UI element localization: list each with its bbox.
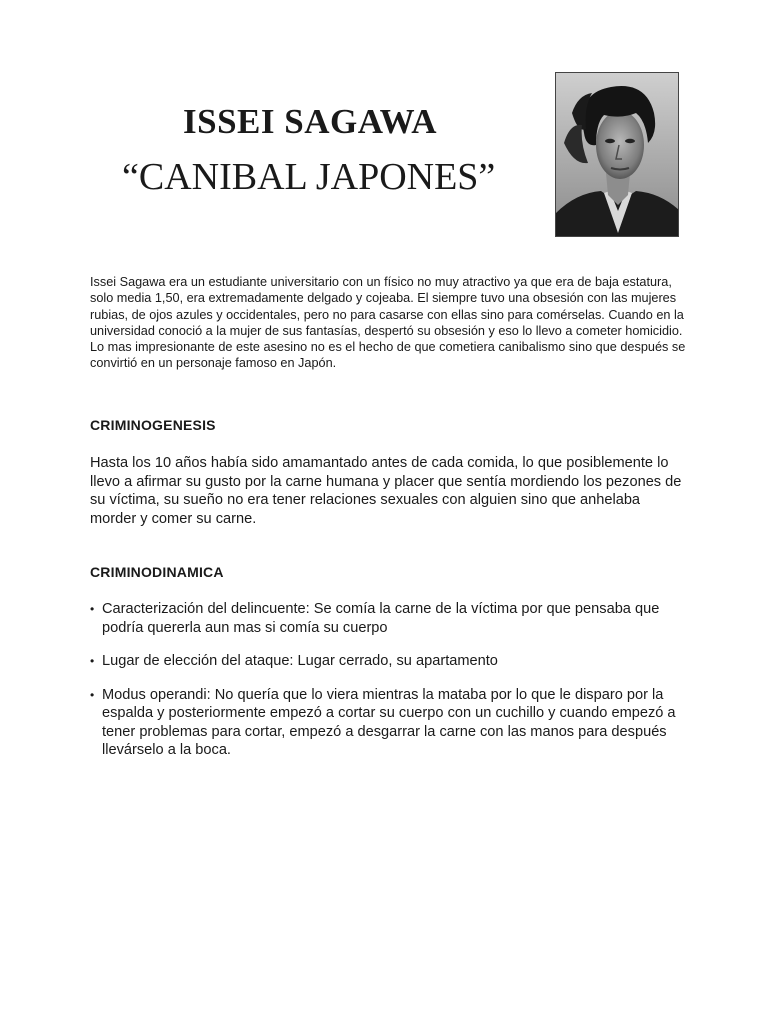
intro-paragraph: Issei Sagawa era un estudiante universitario con un físico no muy atractivo ya que era de baja estatura, solo media 1,50, era extremadamente delgado y cojeaba. El siempre tuvo una obsesión con las mujeres rubias, de ojos azules y occidentales, pero no para casarse con ellas sino para comérselas. Cuando en la universidad conoció a la mujer de sus fantasías, despertó su obsesión y eso lo llevo a cometer homicidio. Lo mas impresionante de este asesino no es el hecho de que cometiera canibalismo sino que después se convirtió en un personaje famoso en Japón. [90, 275, 686, 371]
title-block [90, 100, 530, 198]
list-item [90, 600, 690, 637]
bullet-icon: • [90, 654, 95, 668]
portrait-photo-icon [556, 73, 679, 237]
criminogenesis-paragraph: Hasta los 10 años había sido amamantado antes de cada comida, lo que posiblemente lo llevo a afirmar su gusto por la carne humana y placer que sentía mordiendo los pezones de su víctima, su sueño no era tener relaciones sexuales con alguien sino que anhelaba morder y comer su carne. [90, 455, 682, 527]
list-item [90, 686, 690, 760]
list-item-text: Caracterización del delincuente: Se comía la carne de la víctima por que pensaba que podría quererla aun mas si comía su cuerpo [102, 601, 660, 636]
list-item-text: Lugar de elección del ataque: Lugar cerrado, su apartamento [102, 653, 498, 669]
list-item-text: Modus operandi: No quería que lo viera mientras la mataba por lo que le disparo por la espalda y posteriormente empezó a cortar su cuerpo con un cuchillo y cuando empezó a tener problemas para cortar, empezó a desgarrar la carne con las manos para después llevárselo a la boca. [102, 686, 676, 758]
page-subtitle: “CANIBAL JAPONES” [122, 156, 496, 198]
page-title: ISSEI SAGAWA [182, 102, 438, 141]
list-item [90, 652, 690, 671]
bullet-icon: • [90, 687, 95, 702]
bullet-icon: • [90, 602, 95, 616]
portrait-photo [555, 72, 679, 237]
criminogenesis-heading: CRIMINOGENESIS [90, 417, 216, 433]
criminodinamica-heading: CRIMINODINAMICA [90, 564, 224, 580]
criminodinamica-list [90, 600, 690, 775]
